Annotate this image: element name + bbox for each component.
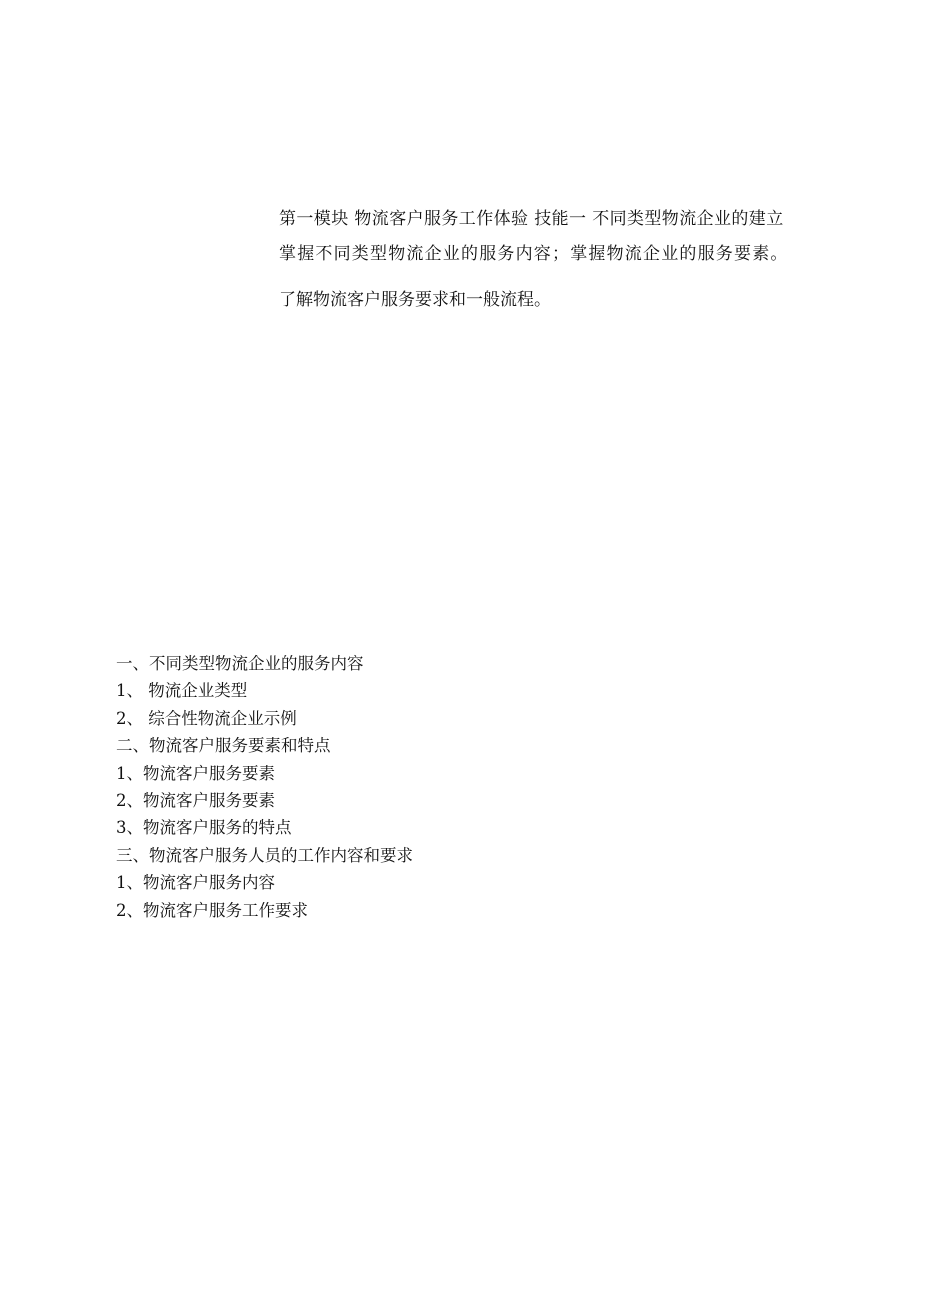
content-outline (116, 650, 716, 924)
outline-item: 3、物流客户服务的特点 (116, 818, 292, 838)
outline-item: 1、 物流企业类型 (116, 681, 248, 701)
outline-section-1: 一、不同类型物流企业的服务内容 (116, 654, 364, 673)
outline-item: 2、 综合性物流企业示例 (116, 708, 297, 728)
outline-item: 2、物流客户服务工作要求 (116, 900, 308, 920)
learning-objective-1: 掌握不同类型物流企业的服务内容；掌握物流企业的服务要素。 (279, 244, 789, 264)
outline-item: 1、物流客户服务内容 (116, 873, 275, 893)
outline-section-3: 三、物流客户服务人员的工作内容和要求 (116, 845, 413, 865)
module-title: 第一模块 物流客户服务工作体验 技能一 不同类型物流企业的建立 (279, 209, 784, 229)
learning-objective-2: 了解物流客户服务要求和一般流程。 (279, 290, 551, 310)
outline-item: 2、物流客户服务要素 (116, 791, 275, 811)
outline-item: 1、物流客户服务要素 (116, 763, 275, 783)
header-block (279, 206, 794, 313)
outline-section-2: 二、物流客户服务要素和特点 (116, 736, 331, 756)
